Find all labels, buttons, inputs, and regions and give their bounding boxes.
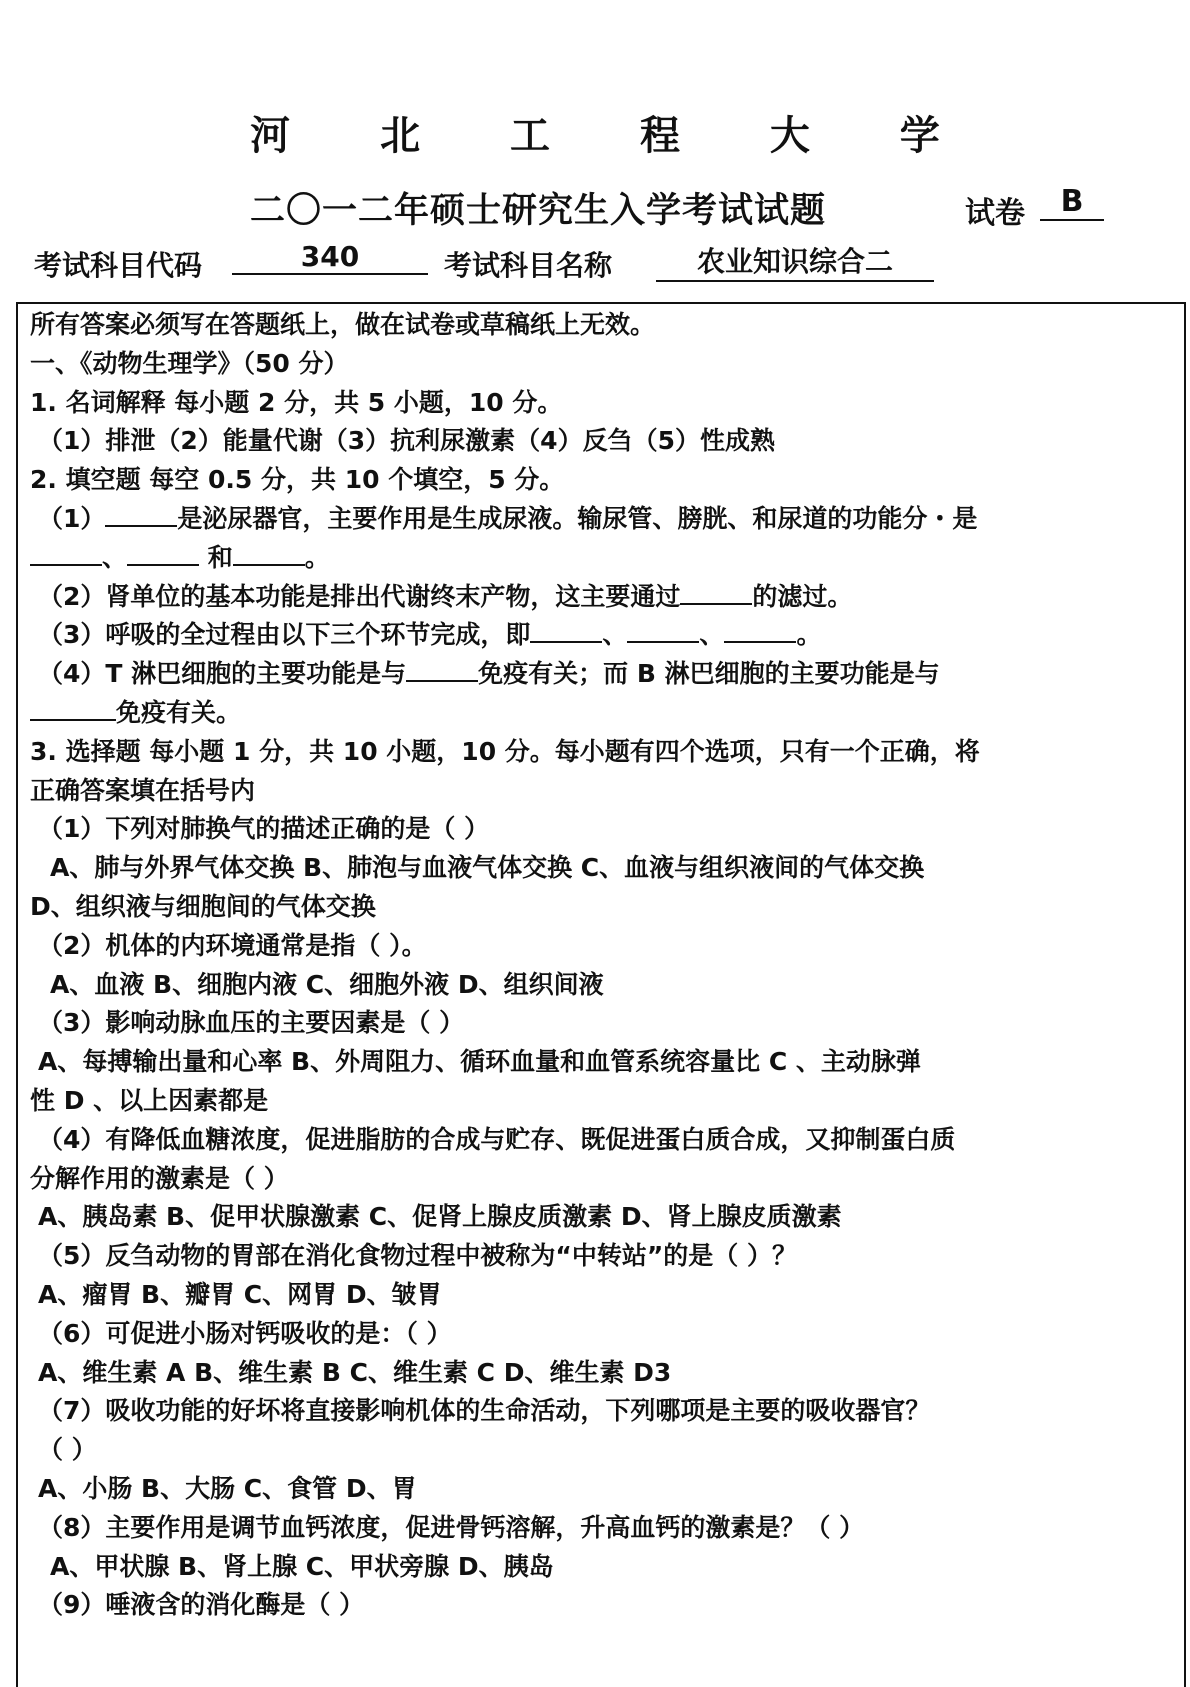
answer-blank <box>406 658 478 682</box>
answer-blank <box>105 503 177 527</box>
answer-blank <box>627 619 699 643</box>
choice-7-paren: （ ） <box>38 1435 97 1465</box>
choice-5-options: A、瘤胃 B、瓣胃 C、网胃 D、皱胃 <box>38 1279 442 1309</box>
choice-3-options: A、每搏输出量和心率 B、外周阻力、循环血量和血管系统容量比 C 、主动脉弹 <box>38 1047 921 1077</box>
fill-blank-1: （1） 是泌尿器官，主要作用是生成尿液。输尿管、膀胱、和尿道的功能分・是 <box>38 503 978 533</box>
fill-blank-4: （4）T 淋巴细胞的主要功能是与 免疫有关；而 B 淋巴细胞的主要功能是与 <box>38 659 940 689</box>
choice-7-options: A、小肠 B、大肠 C、食管 D、胃 <box>38 1473 417 1503</box>
choice-9: （9）唾液含的消化酶是（ ） <box>38 1590 365 1620</box>
choice-2: （2）机体的内环境通常是指（ ）。 <box>38 930 427 960</box>
choice-6-options: A、维生素 A B、维生素 B C、维生素 C D、维生素 D3 <box>38 1357 672 1387</box>
question-1-title: 1. 名词解释 每小题 2 分，共 5 小题，10 分。 <box>30 387 563 417</box>
choice-8-options: A、甲状腺 B、肾上腺 C、甲状旁腺 D、胰岛 <box>50 1551 554 1581</box>
exam-content <box>30 306 1180 1625</box>
fill-blank-1-cont: 、 和 。 <box>30 539 1180 578</box>
answer-blank <box>127 542 199 566</box>
paper-value: B <box>1040 184 1104 221</box>
section-title: 一、《动物生理学》（50 分） <box>30 348 349 378</box>
choice-4: （4）有降低血糖浓度，促进脂肪的合成与贮存、既促进蛋白质合成，又抑制蛋白质 <box>38 1124 956 1154</box>
subject-name-label: 考试科目名称 <box>444 249 613 282</box>
choice-3: （3）影响动脉血压的主要因素是（ ） <box>38 1008 465 1038</box>
exam-title: 二〇一二年硕士研究生入学考试试题 <box>250 191 827 231</box>
question-3-title-cont: 正确答案填在括号内 <box>30 775 256 805</box>
answer-blank <box>680 581 752 605</box>
choice-5: （5）反刍动物的胃部在消化食物过程中被称为“中转站”的是（ ）？ <box>38 1241 797 1271</box>
paper-label: 试卷 <box>965 196 1025 231</box>
choice-1-options-cont: D、组织液与细胞间的气体交换 <box>30 891 376 921</box>
notice: 所有答案必须写在答题纸上，做在试卷或草稿纸上无效。 <box>30 310 656 339</box>
question-3-title: 3. 选择题 每小题 1 分，共 10 小题，10 分。每小题有四个选项，只有一个正确，将 <box>30 736 980 766</box>
fill-blank-2: （2）肾单位的基本功能是排出代谢终末产物，这主要通过 的滤过。 <box>38 581 853 611</box>
answer-blank <box>30 697 116 721</box>
choice-8: （8）主要作用是调节血钙浓度，促进骨钙溶解，升高血钙的激素是？（ ） <box>38 1512 865 1542</box>
choice-7: （7）吸收功能的好坏将直接影响机体的生命活动，下列哪项是主要的吸收器官？ <box>38 1396 931 1426</box>
choice-1-options: A、肺与外界气体交换 B、肺泡与血液气体交换 C、血液与组织液间的气体交换 <box>50 853 925 883</box>
choice-3-options-cont: 性 D 、以上因素都是 <box>30 1085 269 1115</box>
choice-1: （1）下列对肺换气的描述正确的是（ ） <box>38 814 490 844</box>
answer-blank <box>530 619 602 643</box>
subject-name-value: 农业知识综合二 <box>656 240 934 282</box>
fill-blank-3: （3）呼吸的全过程由以下三个环节完成，即 、 、 。 <box>38 620 822 650</box>
choice-4-options: A、胰岛素 B、促甲状腺激素 C、促肾上腺皮质激素 D、肾上腺皮质激素 <box>38 1202 842 1232</box>
question-2-title: 2. 填空题 每空 0.5 分，共 10 个填空，5 分。 <box>30 465 565 495</box>
subject-code-value: 340 <box>232 240 428 275</box>
choice-6: （6）可促进小肠对钙吸收的是：（ ） <box>38 1318 452 1348</box>
fill-blank-4-cont: 免疫有关。 <box>30 694 1180 733</box>
answer-blank <box>724 619 796 643</box>
choice-2-options: A、血液 B、细胞内液 C、细胞外液 D、组织间液 <box>50 969 604 999</box>
answer-blank <box>233 542 305 566</box>
choice-4-cont: 分解作用的激素是（ ） <box>30 1163 289 1193</box>
subject-code-label: 考试科目代码 <box>34 249 203 282</box>
question-1-items: （1）排泄（2）能量代谢（3）抗利尿激素（4）反刍（5）性成熟 <box>38 426 775 456</box>
answer-blank <box>30 542 102 566</box>
university-title: 河 北 工 程 大 学 <box>250 112 978 159</box>
